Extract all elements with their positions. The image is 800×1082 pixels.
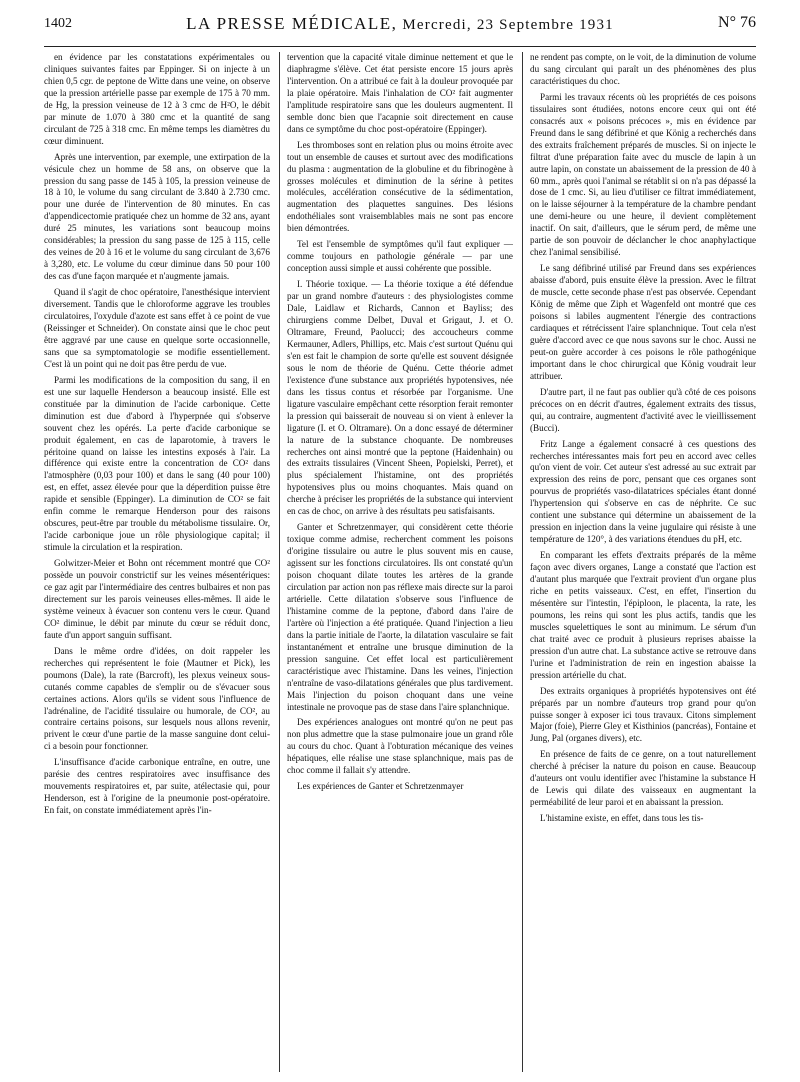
page-header bbox=[44, 10, 756, 44]
paragraph: Dans le même ordre d'idées, on doit rappeler les recherches qui représentent le foie (Mautner et Pick), les poumons (Dale), la rate (Barcroft), les plexus veineux sous-cutanés comme capables de s'emplir ou de s'évacuer sous certaines actions. Alors qu'ils se vident sous l'influence de l'adrénaline, de l'acidité tissulaire ou humorale, de CO², au contraire certains poisons, sur lesquels nous allons revenir, privent le cœur d'une partie de la masse sanguine dont celui-ci a besoin pour fonctionner. bbox=[44, 645, 270, 752]
paragraph: L'histamine existe, en effet, dans tous les tis- bbox=[540, 813, 704, 824]
paragraph: tervention que la capacité vitale diminue nettement et que le diaphragme s'élève. Cet état persiste encore 15 jours après l'intervention. On a attribué ce fait à la douleur provoquée par la plaie opératoire. Mais l'inhalation de CO² fait augmenter l'amplitude respiratoire sans que les douleurs augmentent. Il semble donc bien que l'acapnie soit directement en cause dans ce symptôme du choc post-opératoire (Eppinger). bbox=[287, 52, 513, 134]
paragraph: Quand il s'agit de choc opératoire, l'anesthésique intervient diversement. Tandis que le chloroforme aggrave les troubles circulatoires, l'oxydule d'azote est sans effet à ce point de vue (Reissinger et Schneider). On constate ainsi que le choc peut être aggravé par une cause en quelque sorte occasionnelle, sans que sa symptomatologie se modifie essentiellement. C'est là un point qui ne doit pas être perdu de vue. bbox=[44, 287, 270, 369]
paragraph: L'insuffisance d'acide carbonique entraîne, en outre, une parésie des centres respiratoires avec insuffisance des mouvements respiratoires et, par suite, atélectasie qui, pour Henderson, est à l'origine de la pneumonie post-opératoire. En fait, on constate immédiatement après l'in- bbox=[44, 757, 270, 816]
running-title bbox=[44, 14, 756, 34]
paragraph: Tel est l'ensemble de symptômes qu'il faut expliquer — comme toujours en pathologie générale — par une conception aussi simple et aussi cohérente que possible. bbox=[287, 239, 513, 274]
paragraph: D'autre part, il ne faut pas oublier qu'à côté de ces poisons précoces on en décrit d'autres, également extraits des tissus, qui, au contraire, augmentent d'activité avec le vieillissement (Bucci). bbox=[530, 386, 756, 433]
journal-title: LA PRESSE MÉDICALE, bbox=[186, 14, 398, 33]
text-column-3 bbox=[530, 52, 756, 1072]
paragraph: Les thromboses sont en relation plus ou moins étroite avec tout un ensemble de causes et surtout avec des modifications du plasma : augmentation de la globuline et du fibrinogène à grosses molécules et diminution de la sérine à petites molécules, accélération consécutive de la sédimentation, augmentation des plaquettes sanguines. Des lésions endothéliales sont vraisemblables mais ne sont pas encore bien démontrées. bbox=[287, 139, 513, 234]
paragraph: Des extraits organiques à propriétés hypotensives ont été préparés par un nombre d'auteurs trop grand pour qu'on puisse songer à exposer ici tous travaux. Citons simplement Major (foie), Pierre Gley et Kisthinios (pancréas), Fontaine et Jung, Pal (organes divers), etc. bbox=[530, 685, 756, 744]
column-divider bbox=[279, 52, 280, 1072]
header-rule bbox=[44, 46, 756, 47]
paragraph: Golwitzer-Meier et Bohn ont récemment montré que CO² possède un pouvoir constrictif sur les veines mésentériques: ce gaz agit par l'intermédiaire des centres bulbaires et non pas directement sur les parois veineuses elles-mêmes. Il aide le système veineux à évacuer son contenu vers le cœur. Quand CO² diminue, le débit par minute du cœur se réduit donc, faute d'un apport sanguin suffisant. bbox=[44, 558, 270, 640]
text-column-2 bbox=[287, 52, 513, 1072]
paragraph: Ganter et Schretzenmayer, qui considèrent cette théorie toxique comme admise, recherchent comment les poisons d'origine tissulaire ou autre le plus souvent mis en cause, agissent sur les fonctions circulatoires. Ils ont constaté qu'un poison choquant dilate toutes les artères de la grande circulation par action non pas réflexe mais directe sur la paroi artérielle. Cette dilatation s'observe sous l'influence de l'histamine comme de la peptone, d'abord dans l'aire de l'artère où l'injection a été pratiquée. Quand l'injection a lieu dans la partie initiale de l'aorte, la dilatation vasculaire se fait instantanément et entraîne une brusque diminution de la pression sanguine. Cet effet local est particulièrement caractéristique avec l'histamine. Dans les veines, l'injection n'entraîne de vaso-dilatations générales que plus tardivement. Mais l'injection du poison choquant dans une veine intestinale ne provoque pas de stase dans l'aire splanchnique. bbox=[287, 522, 513, 712]
issue-date: Mercredi, 23 Septembre 1931 bbox=[402, 17, 614, 33]
paragraph: En présence de faits de ce genre, on a tout naturellement cherché à préciser la nature du poison en cause. Beaucoup d'auteurs ont voulu identifier avec l'histamine la substance H de Lewis qui dilate des vaisseaux en augmentant la perméabilité de leur paroi et en abaissant la pression. bbox=[530, 749, 756, 808]
paragraph: Parmi les travaux récents où les propriétés de ces poisons tissulaires sont étudiées, notons encore ceux qui ont été consacrés aux « poisons précoces », mis en évidence par Freund dans le sang défibriné et que König a recherchés dans des extraits fraîchement préparés de muscles. Si on injecte le filtrat d'une préparation faite avec du muscle de lapin à un autre lapin, on constate un abaissement de la pression de 40 à 60 mm., après quoi l'animal se rétablit si on n'a pas dépassé la dose de 1 cmc. Si, au lieu d'utiliser ce filtrat immédiatement, on le laisse séjourner à la température de la chambre pendant une demi-heure ou une heure, il devient complètement inactif. On sait, d'ailleurs, que le sérum perd, de même une partie de son pouvoir de déclancher le choc anaphylactique chez l'animal sensibilisé. bbox=[530, 91, 756, 258]
paragraph: ne rendent pas compte, on le voit, de la diminution de volume du sang circulant qui paraît un des phénomènes des plus caractéristiques du choc. bbox=[530, 52, 756, 86]
column-divider bbox=[522, 52, 523, 1072]
paragraph: En comparant les effets d'extraits préparés de la même façon avec divers organes, Lange a constaté que l'action est d'autant plus marquée que l'extrait provient d'un organe plus riche en petits vaisseaux. C'est, en effet, l'insertion du mésentère sur l'intestin, l'épiploon, le placenta, la rate, les poumons, les reins qui sont les plus actifs, tandis que les muscles squelettiques le sont au minimum. Le sérum d'un chat traité avec ce produit à plusieurs reprises abaisse la pression d'un autre chat. La substance active se retrouve dans l'urine et l'administration de rein en ingestion abaisse la pression artérielle du chat. bbox=[530, 550, 756, 680]
issue-number: N° 76 bbox=[718, 14, 756, 31]
paragraph: Le sang défibriné utilisé par Freund dans ses expériences abaisse d'abord, puis ensuite élève la pression. Avec le filtrat de muscle, cette seconde phase n'est pas observée. Cependant König de même que Ziph et Wagenfeld ont montré que ces poisons si labiles augmentent l'énergie des contractions cardiaques et rétrécissent l'aire splanchnique. Tout cela n'est guère d'accord avec ce que nous savons sur le choc. Aussi ne peut-on guère accorder à ces poisons le rôle pathogénique important dans le choc chirurgical que König voudrait leur attribuer. bbox=[530, 263, 756, 381]
paragraph: Des expériences analogues ont montré qu'on ne peut pas non plus admettre que la stase pulmonaire joue un grand rôle au cours du choc. Quant à l'obturation mécanique des veines hépatiques, elle réalise une stase splanchnique, mais pas de choc comme il fallait s'y attendre. bbox=[287, 717, 513, 776]
paragraph: Après une intervention, par exemple, une extirpation de la vésicule chez un homme de 58 ans, on observe que la pression du sang passe de 145 à 105, la pression veineuse de 18 à 10, le volume du sang circulant de 3.840 à 2.730 cmc. pour une durée de l'intervention de 80 minutes. En cas d'appendicectomie pratiquée chez un homme de 32 ans, ayant duré 25 minutes, les variations sont beaucoup moins considérables; la pression du sang passe de 125 à 115, celle des veines de 20 à 16 et le volume du sang circulant de 3,676 à 3,280, etc. Le volume du cœur diminue dans 50 pour 100 des cas d'une façon marquée et n'augmente jamais. bbox=[44, 151, 270, 282]
page-number: 1402 bbox=[44, 16, 72, 31]
paragraph: Les expériences de Ganter et Schretzenmayer bbox=[297, 781, 464, 792]
text-column-1 bbox=[44, 52, 270, 1072]
paragraph: Parmi les modifications de la composition du sang, il en est une sur laquelle Henderson a beaucoup insisté. Elle est constituée par la diminution de l'acide carbonique. Cette diminution est due d'abord à l'hyperpnée qui s'observe souvent chez les opérés. La perte d'acide carbonique se produit également, en cas de laparotomie, à travers le péritoine quand on laisse les intestins exposés à l'air. La différence qui existe entre la concentration de CO² dans l'atmosphère (0,03 pour 100) et dans le sang (40 pour 100) est, en effet, assez élevée pour que la déperdition puisse être rapide et sensible (Eppinger). La diminution de CO² se fait enfin comme le remarque Henderson pour des raisons obscures, peut-être par trouble du métabolisme tissulaire. Or, l'acide carbonique joue un rôle physiologique capital; il stimule la circulation et la respiration. bbox=[44, 374, 270, 553]
paragraph: I. Théorie toxique. — La théorie toxique a été défendue par un grand nombre d'auteurs : des physiologistes comme Dale, Laidlaw et Richards, Cannon et Bayliss; des chirurgiens comme Delbet, Duval et Grigaut, J. et O. Oltramare, Freund, Paolucci; des accoucheurs comme Kermauner, Adlers, Phillips, etc. Mais c'est surtout Quénu qui s'en est fait le champion de sorte qu'elle est souvent désignée sous le nom de théorie de Quénu. Cette théorie admet l'existence d'une substance aux propriétés hypotensives, née dans les tissus contus et résorbée par l'organisme. Une ligature vasculaire empêchant cette résorption ferait remonter la pression qui baisserait de nouveau si on vient à enlever la ligature (I. et O. Oltramare). On a donc essayé de déterminer la nature de la substance choquante. De nombreuses recherches ont ainsi montré que la peptone (Haidenhain) ou des extraits tissulaires (Vincent Sheen, Popielski, Perret), et plus spécialement l'histamine, ont des propriétés hypotensives plus ou moins choquantes. Mais quand on cherche à préciser les propriétés de la substance qui intervient en cas de choc, on arrive à des résultats peu satisfaisants. bbox=[287, 279, 513, 517]
paragraph: Fritz Lange a également consacré à ces questions des recherches intéressantes mais fort peu en accord avec celles qu'on vient de voir. Cet auteur s'est adressé au suc extrait par expression des reins de porc, pensant que ces organes sont pourvus de propriétés vaso-dilatatrices spéciales étant donné l'hypertension qui s'observe en cas de néphrite. Ce suc contient une substance qui détermine un abaissement de la pression en injection dans la veine jugulaire qui résiste à une température de 120°, à des variations étendues du pH, etc. bbox=[530, 438, 756, 545]
paragraph: en évidence par les constatations expérimentales ou cliniques suivantes faites par Eppinger. Si on injecte à un chien 0,5 cgr. de peptone de Witte dans une veine, on observe que la pression artérielle passe par exemple de 175 à 70 mm. de Hg, la pression veineuse de 12 à 3 cmc de H²O, le débit par minute de 1.070 à 380 cmc et la quantité de sang circulant de 725 à 318 cmc. En même temps les diamètres du cœur diminuent. bbox=[44, 52, 270, 146]
